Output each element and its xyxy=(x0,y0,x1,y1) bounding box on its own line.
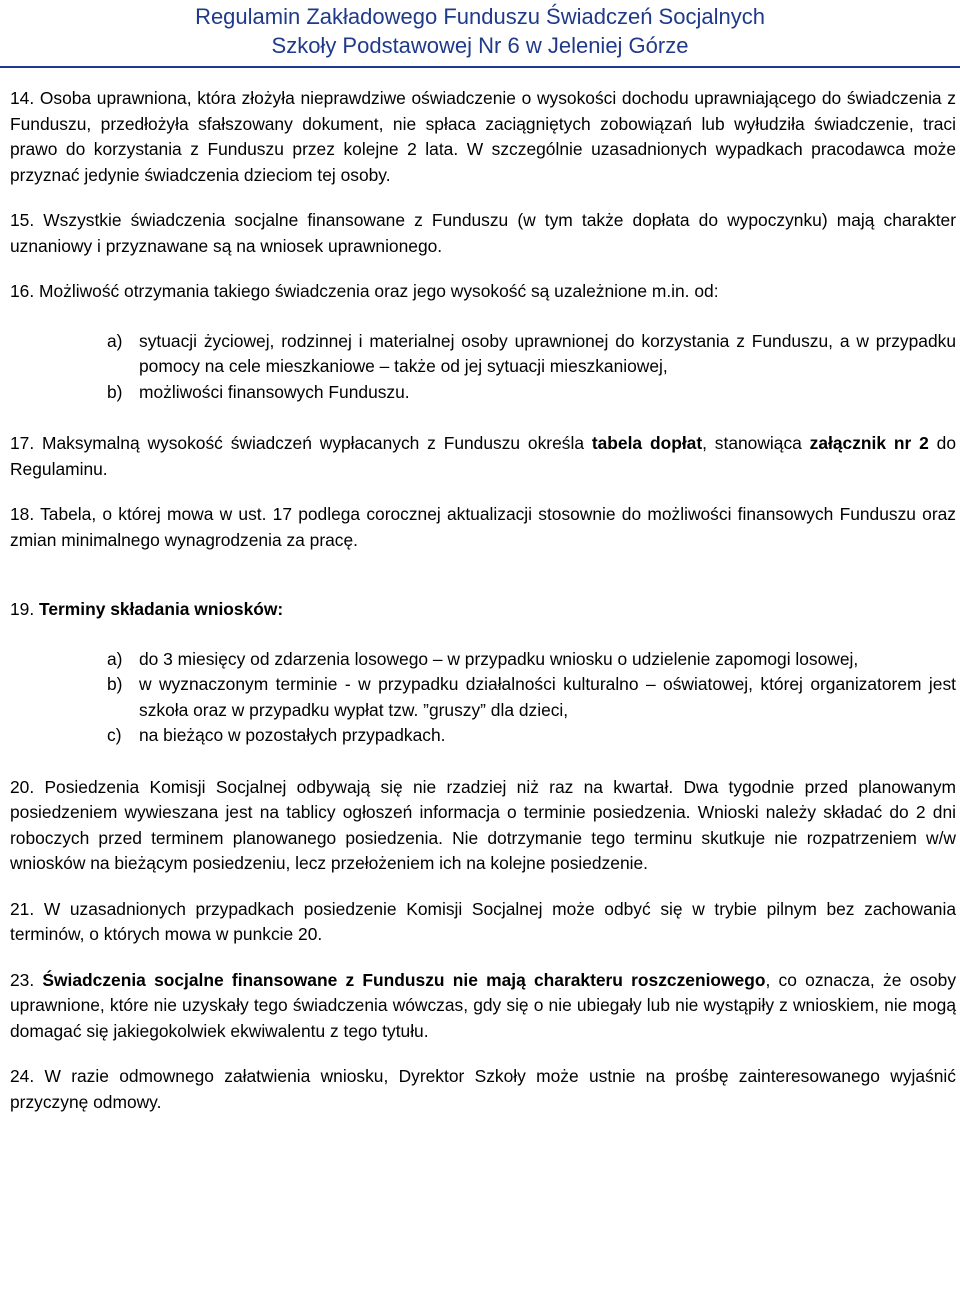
list-item-text: sytuacji życiowej, rodzinnej i materialnej osoby uprawnionej do korzystania z Funduszu, a w przypadku pomocy na cele mieszkaniowe – także od jej sytuacji mieszkaniowej, xyxy=(139,330,956,376)
p17-text-c: , stanowiąca xyxy=(702,433,810,453)
paragraph-20: 20. Posiedzenia Komisji Socjalnej odbywają się nie rzadziej niż raz na kwartał. Dwa tygodnie przed planowanym posiedzeniem wywieszana jest na tablicy ogłoszeń informacja o terminie posiedzenia. Wnioski należy składać do 2 dni roboczych przed terminem planowanego posiedzenia. Nie dotrzymanie tego terminu skutkuje nie rozpatrzeniem w/w wniosków na bieżącym posiedzeniu, lecz przełożeniem ich na kolejne posiedzenie. xyxy=(10,776,956,873)
spacer xyxy=(10,577,956,597)
paragraph-19 xyxy=(10,597,956,623)
list-19 xyxy=(10,647,956,749)
list-item xyxy=(10,647,956,673)
paragraph-15: 15. Wszystkie świadczenia socjalne finansowane z Funduszu (w tym także dopłata do wypoczynku) mają charakter uznaniowy i przyznawane są na wniosek uprawnionego. xyxy=(10,210,956,256)
list-item xyxy=(10,672,956,723)
list-item-text: możliwości finansowych Funduszu. xyxy=(139,381,410,402)
paragraph-16: 16. Możliwość otrzymania takiego świadczenia oraz jego wysokość są uzależnione m.in. od: xyxy=(10,281,719,301)
header-title-line1: Regulamin Zakładowego Funduszu Świadczeń Socjalnych xyxy=(195,4,765,29)
paragraph-21: 21. W uzasadnionych przypadkach posiedzenie Komisji Socjalnej może odbyć się w trybie pilnym bez zachowania terminów, o których mowa w punkcie 20. xyxy=(10,898,956,944)
list-marker: b) xyxy=(107,381,123,402)
p23-rest: , co oznacza, że osoby uprawnione, które nie uzyskały tego świadczenia wówczas, gdy się o nie ubiegały lub nie wystąpiły z wnioskiem, nie mogą domagać się jakiegokolwiek ekwiwalentu z tego tytułu. xyxy=(10,969,957,1041)
p17-text-a: 17. Maksymalną wysokość świadczeń wypłacanych z Funduszu określa xyxy=(10,433,592,453)
list-item-text: na bieżąco w pozostałych przypadkach. xyxy=(139,725,446,745)
document-body xyxy=(10,86,956,1139)
p23-bold-statement: Świadczenia socjalne finansowane z Funduszu nie mają charakteru roszczeniowego xyxy=(42,969,766,990)
p19-number: 19. xyxy=(10,599,40,619)
list-item-text: w wyznaczonym terminie - w przypadku działalności kulturalno – oświatowej, której organizatorem jest szkoła oraz w przypadku wypłat tzw. ”gruszy” dla dzieci, xyxy=(139,674,956,720)
list-marker: b) xyxy=(107,674,123,694)
p17-bold-table: tabela dopłat xyxy=(591,433,703,453)
paragraph-17 xyxy=(10,431,956,482)
p17-text-e: do Regulaminu. xyxy=(10,433,956,479)
list-item xyxy=(10,380,956,406)
list-item xyxy=(10,723,956,749)
list-marker: c) xyxy=(107,725,122,745)
list-marker: a) xyxy=(107,648,123,669)
p17-bold-attachment: załącznik nr 2 xyxy=(809,433,929,453)
paragraph-24: 24. W razie odmownego załatwienia wniosku, Dyrektor Szkoły może ustnie na prośbę zainteresowanego wyjaśnić przyczynę odmowy. xyxy=(10,1066,956,1112)
paragraph-23 xyxy=(10,968,956,1045)
list-marker: a) xyxy=(107,330,123,351)
paragraph-18: 18. Tabela, o której mowa w ust. 17 podlega corocznej aktualizacji stosownie do możliwości finansowych Funduszu oraz zmian minimalnego wynagrodzenia za pracę. xyxy=(10,504,956,550)
header-title-line2: Szkoły Podstawowej Nr 6 w Jeleniej Górze xyxy=(271,33,689,58)
header-divider xyxy=(0,66,960,68)
p19-heading: Terminy składania wniosków: xyxy=(39,599,284,619)
p23-number: 23. xyxy=(10,969,43,990)
paragraph-14: 14. Osoba uprawniona, która złożyła nieprawdziwe oświadczenie o wysokości dochodu uprawniającego do świadczenia z Funduszu, przedłożyła sfałszowany dokument, nie spłaca zaciągniętych zobowiązań lub wyłudziła świadczenie, traci prawo do korzystania z Funduszu przez kolejne 2 lata. W szczególnie uzasadnionych wypadkach pracodawca może przyznać jedynie świadczenia dzieciom tej osoby. xyxy=(10,88,956,185)
list-item-text: do 3 miesięcy od zdarzenia losowego – w przypadku wniosku o udzielenie zapomogi losowej, xyxy=(139,648,859,669)
list-item xyxy=(10,329,956,380)
list-16 xyxy=(10,329,956,406)
